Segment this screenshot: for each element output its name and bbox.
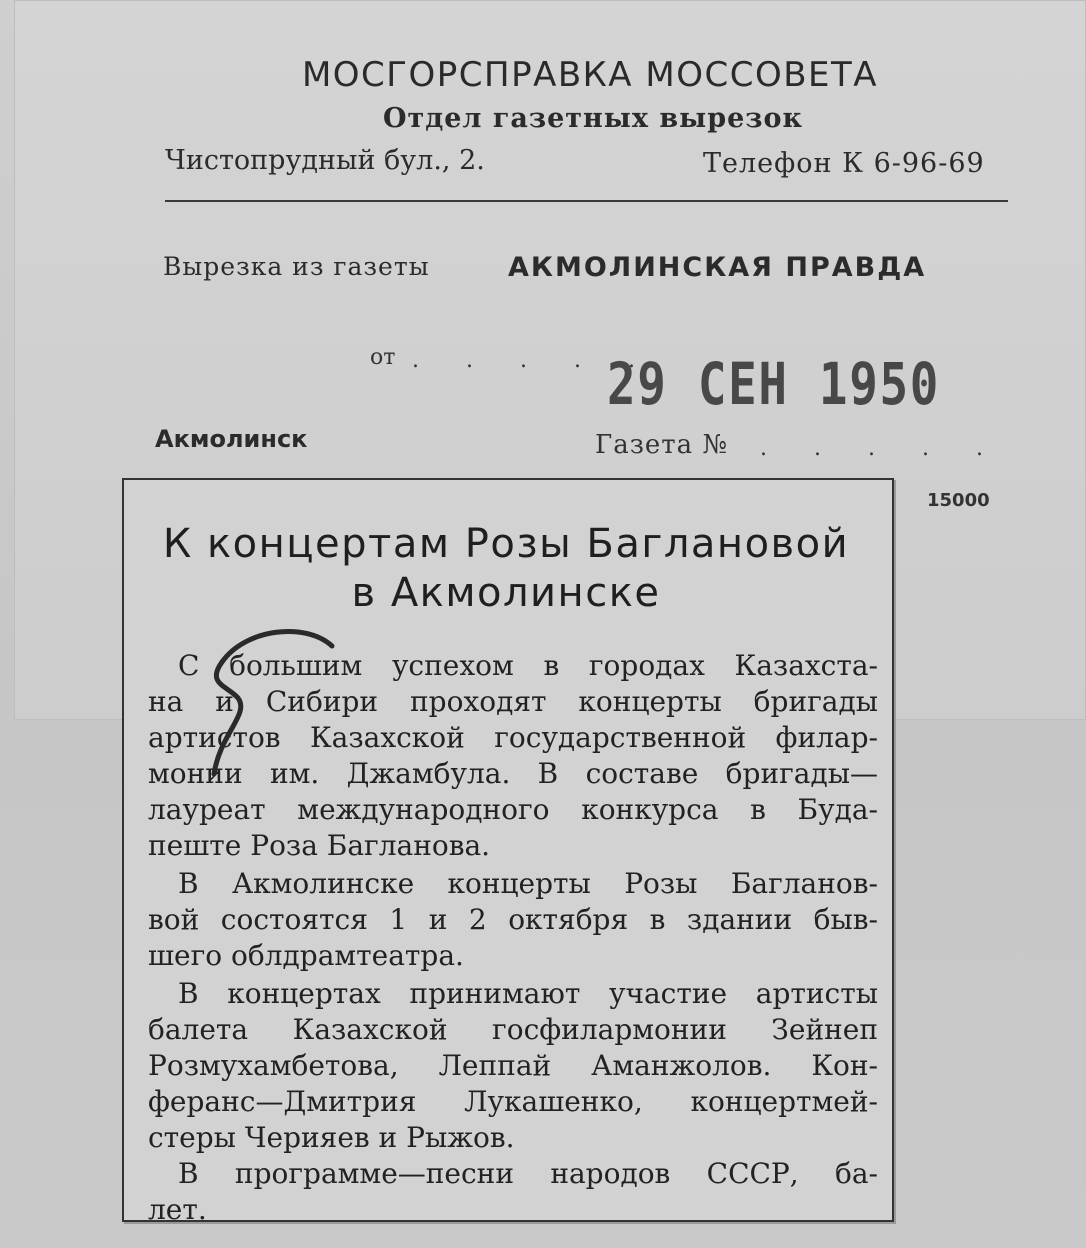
issue-number-label: Газета № <box>595 430 729 460</box>
newspaper-clipping <box>122 478 894 1226</box>
clipping-from-label: Вырезка из газеты <box>163 252 430 281</box>
article-line: шего облдрамтеатра. <box>148 939 464 972</box>
date-dots: . . . . . <box>412 348 655 373</box>
phone-number: Телефон К 6-96-69 <box>703 148 985 179</box>
article-line: на и Сибири проходят концерты бригады <box>148 685 878 718</box>
header-divider <box>165 200 1008 202</box>
article-line: балета Казахской госфилармонии Зейнеп <box>148 1013 878 1046</box>
newspaper-name: АКМОЛИНСКАЯ ПРАВДА <box>508 252 927 283</box>
article-line: монии им. Джамбула. В составе бригады— <box>148 757 878 790</box>
article-line: феранс—Дмитрия Лукашенко, концертмей- <box>148 1085 878 1118</box>
article-line: Розмухамбетова, Леппай Аманжолов. Кон- <box>148 1049 878 1082</box>
department-name: Отдел газетных вырезок <box>383 103 803 134</box>
issue-dots: . . . . . <box>760 436 1003 461</box>
article-line: стеры Черияев и Рыжов. <box>148 1121 515 1154</box>
article-line: пеште Роза Багланова. <box>148 829 491 862</box>
org-name: МОСГОРСПРАВКА МОССОВЕТА <box>301 55 879 95</box>
headline-line-1: К концертам Розы Баглановой <box>162 521 850 567</box>
article-line: С большим успехом в городах Казахста- <box>178 649 878 682</box>
article-line: вой состоятся 1 и 2 октября в здании быв- <box>148 903 878 936</box>
article-line: В концертах принимают участие артисты <box>178 977 878 1010</box>
headline-line-2: в Акмолинске <box>351 570 661 616</box>
article-line: артистов Казахской государственной филар- <box>148 721 878 754</box>
address: Чистопрудный бул., 2. <box>165 145 485 176</box>
article-line: лауреат международного конкурса в Буда- <box>148 793 878 826</box>
article-line: В программе—песни народов СССР, ба- <box>178 1157 878 1190</box>
article-line: В Акмолинске концерты Розы Багланов- <box>178 867 878 900</box>
date-stamp: 29 СЕН 1950 <box>607 350 941 418</box>
city-name: Акмолинск <box>155 425 308 453</box>
pencil-mark-icon <box>176 624 346 794</box>
article-headline <box>124 520 888 618</box>
date-label: от <box>370 345 396 370</box>
circulation-number: 15000 <box>927 490 990 511</box>
article-line: лет. <box>148 1193 207 1226</box>
